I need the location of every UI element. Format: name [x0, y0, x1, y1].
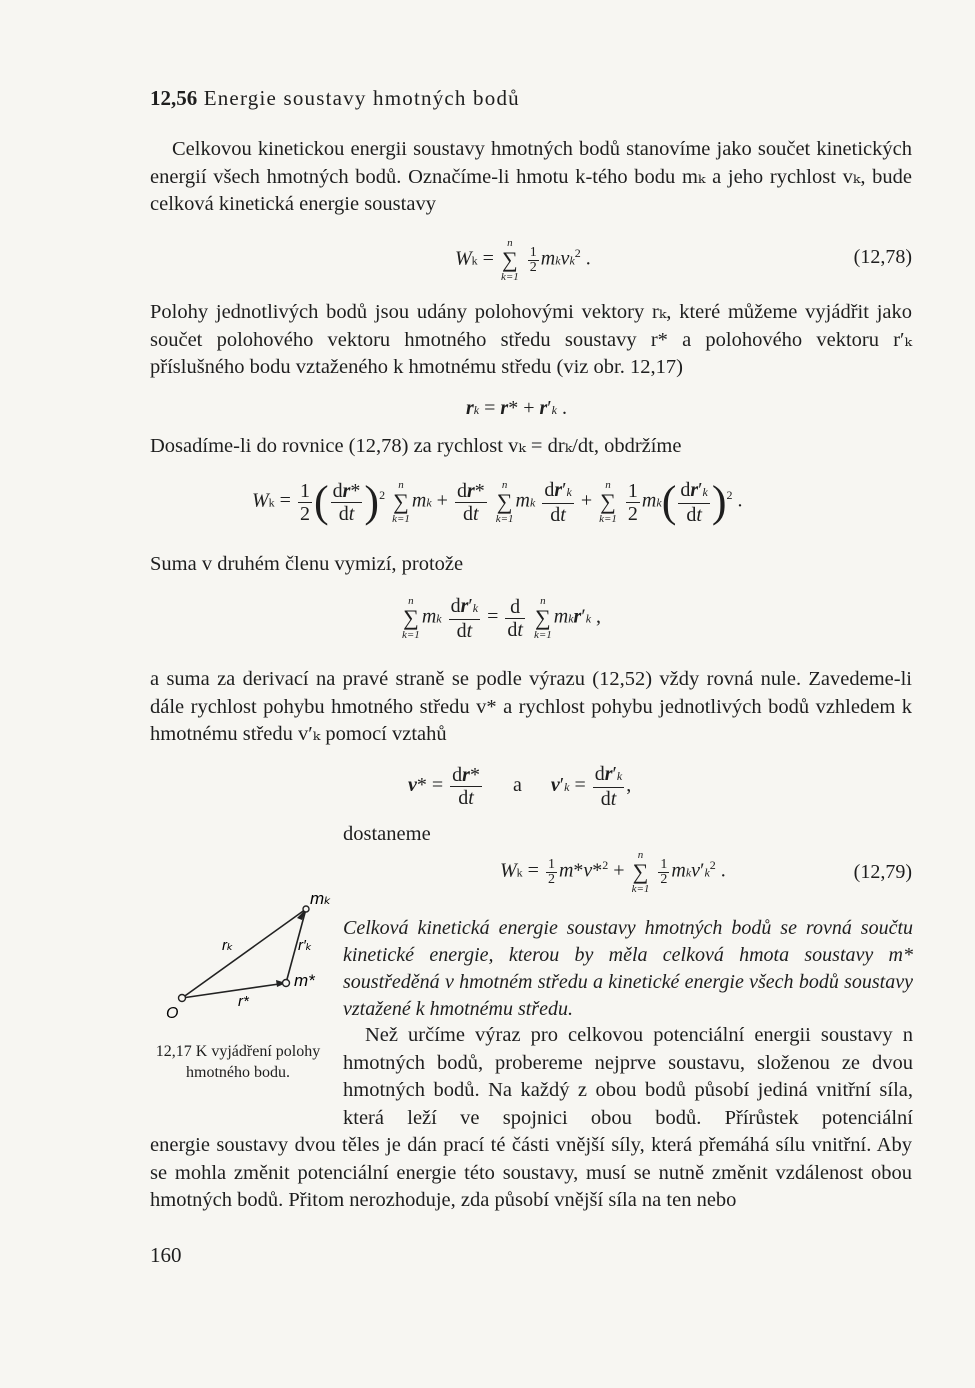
equation-expanded-energy: Wk = $\frac{1}{2}$ ( $\frac{dr*}{dt}$ )$^2$ n ∑ k=1 mk + $\frac{dr*}{dt}$ n ∑ k=1 mk $\frac{dr'k}{dt}$ + n ∑ k=1 $\frac{1}{2}$ mk( $\frac{dr'k}{dt}$ )$^2$ . — [252, 477, 743, 526]
label-rstar: r* — [238, 993, 249, 1010]
equation-12-79: Wk = $\frac{1}{2}$ m*v*$^2$ + n ∑ k=1 $\frac{1}{2}$ $mkv'k^2$ . — [500, 849, 726, 895]
word-a: a — [512, 774, 522, 797]
label-mstar: m* — [294, 971, 315, 990]
section-heading — [150, 86, 520, 111]
equation-position-decomposition: rk = r* + r′k . — [466, 397, 567, 419]
paragraph-5: a suma za derivací na pravé straně se podle výrazu (12,52) vždy rovná nule. Zavedeme-li dále rychlost pohybu hmotného středu v* a rychlost pohybu jednotlivých bodů vzhledem k hmotnému středu v′ₖ pomocí vztahů — [150, 668, 912, 745]
equation-sum-vanishes: n ∑ k=1 mk $\frac{dr'k}{dt}$ = $\frac{d}{dt}$ n ∑ k=1 mkr′k , — [402, 594, 602, 642]
point-mk — [303, 906, 309, 912]
label-rkprime: r′ₖ — [298, 937, 313, 954]
section-number: 12,56 — [150, 86, 198, 110]
page-number: 160 — [150, 1243, 182, 1267]
paragraph-7b: energie soustavy dvou těles je dán prací té části vnější síly, která přemáhá sílu vnitřní. Aby se mohla změnit potenciální energie této soustavy, musí se nutně změnit vzdálenost obou hmotných bodů. Přitom nerozhoduje, zda působí vnější síla na ten nebo — [150, 1134, 912, 1211]
paragraph-7a: Než určíme výraz pro celkovou potenciální energii soustavy n hmotných bodů, probereme nejprve soustavu, složenou ze dvou hmotných bodů. Na každý z obou bodů působí jediná vnitřní síla, která leží ve spojnici obou bodů. Přírůstek potenciální — [343, 1024, 913, 1129]
label-mk: mₖ — [310, 889, 332, 908]
vector-rstar-line — [182, 983, 286, 998]
equation-12-78: Wk = n ∑ k=1 $\frac{1}{2}$ mkvk$^2$ . — [455, 237, 591, 283]
paragraph-4: Suma v druhém členu vymizí, protože — [150, 553, 464, 575]
figure-12-17 — [148, 888, 348, 1026]
equation-number-12-78: (12,78) — [853, 246, 912, 268]
label-o: O — [166, 1005, 179, 1022]
paragraph-2: Polohy jednotlivých bodů jsou udány polohovými vektory rₖ, které můžeme vyjádřit jako součet polohového vektoru hmotného středu soustavy r* a polohového vektoru r′ₖ příslušného bodu vztaženého k hmotnému středu (viz obr. 12,17) — [150, 301, 912, 378]
equation-number-12-79: (12,79) — [853, 861, 912, 883]
point-o — [179, 995, 186, 1002]
paragraph-6: dostaneme — [343, 823, 431, 845]
equation-velocity-definitions: v* = $\frac{dr*}{dt}$ a v′k = $\frac{dr'k}{dt}$ , — [408, 763, 632, 810]
paragraph-3: Dosadíme-li do rovnice (12,78) za rychlost vₖ = drₖ/dt, obdržíme — [150, 435, 682, 457]
point-mstar — [283, 980, 290, 987]
label-rk: rₖ — [222, 937, 234, 954]
paragraph-1: Celkovou kinetickou energii soustavy hmotných bodů stanovíme jako součet kinetických energií všech hmotných bodů. Označíme-li hmotu k-tého bodu mₖ a jeho rychlost vₖ, bude celková kinetická energie soustavy — [150, 138, 912, 215]
theorem-statement: Celková kinetická energie soustavy hmotných bodů se rovná součtu kinetické energie, kterou by měla celková hmota soustavy m* soustředěná v hmotném středu a kinetické energie všech bodů soustavy vztažené k hmotnému středu. — [343, 917, 913, 1020]
figure-caption: 12,17 K vyjádření polohy hmotného bodu. — [155, 1043, 321, 1081]
section-title: Energie soustavy hmotných bodů — [203, 86, 520, 110]
